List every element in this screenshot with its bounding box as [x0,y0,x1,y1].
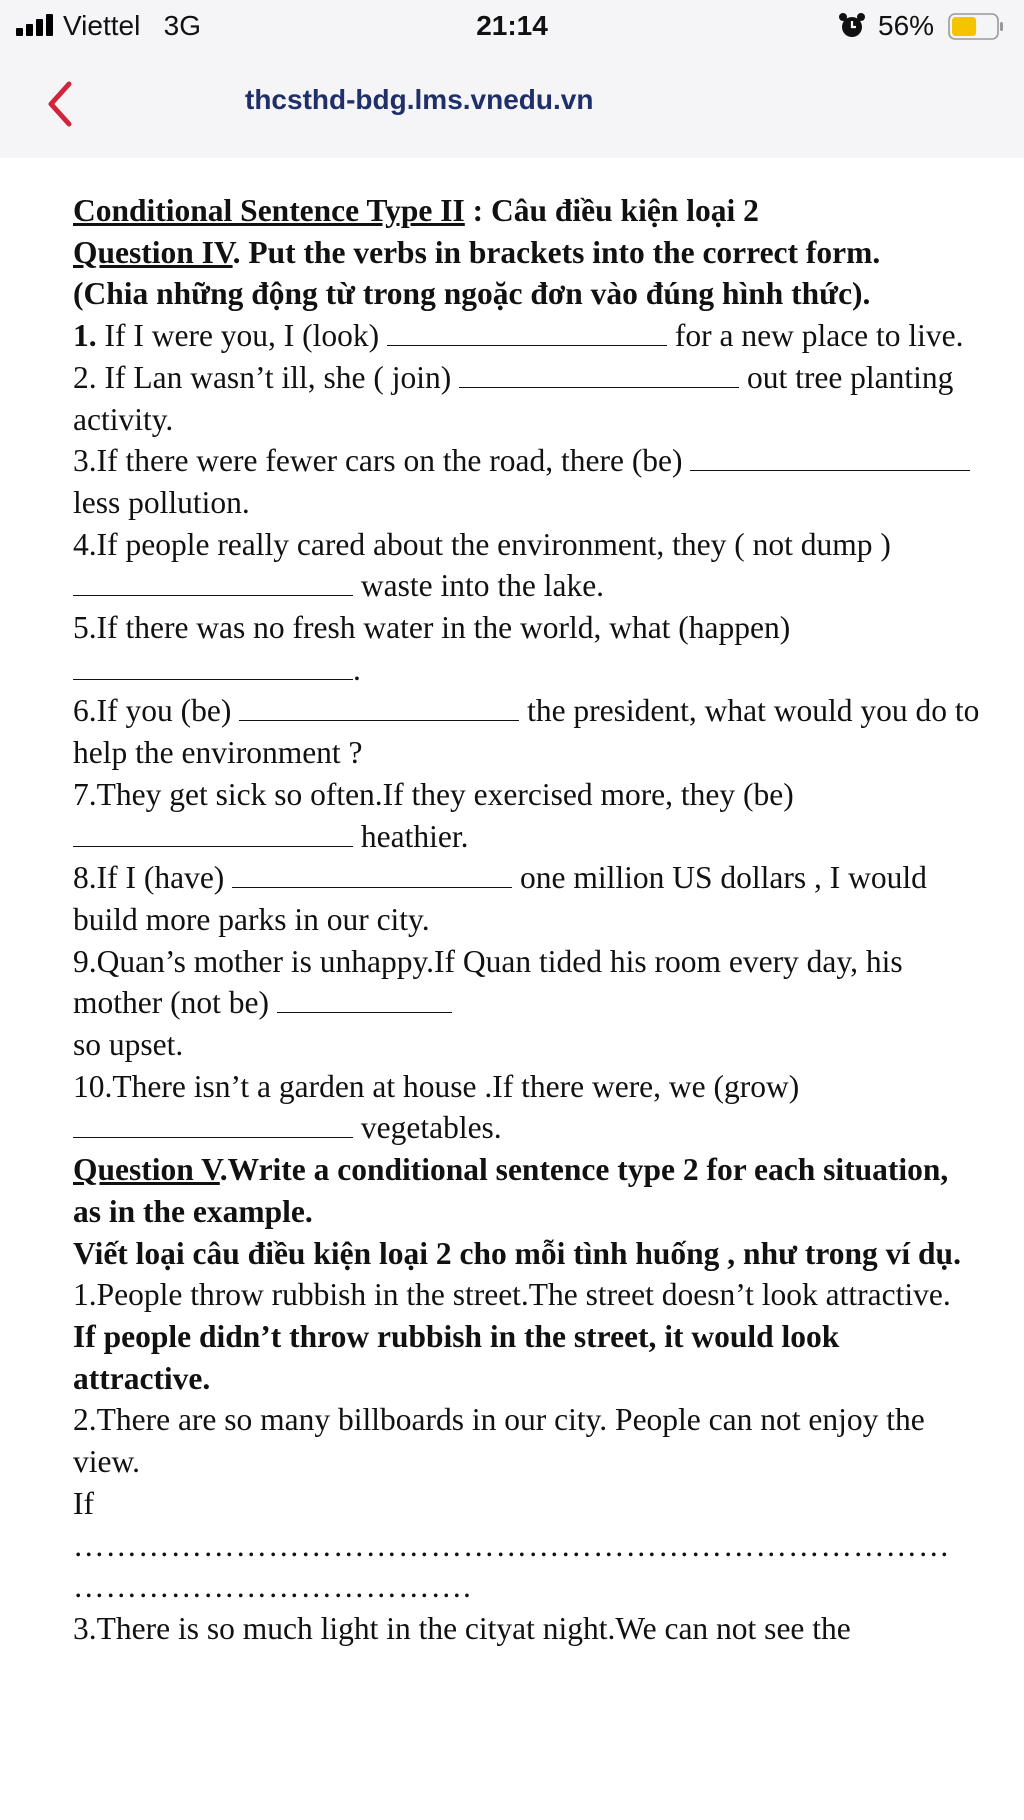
doc-title [73,190,983,232]
doc-title-underlined: Conditional Sentence Type II [73,193,465,228]
carrier-name: Viettel [63,10,141,41]
q4-item-5-text-a: 5.If there was no fresh water in the world, what (happen) [73,610,791,646]
answer-blank[interactable] [459,361,739,388]
q4-item-3-text-b: less pollution. [73,484,250,520]
q4-item-10 [73,1066,983,1149]
q4-item-6-text-b: the president, what would you do to help the environment ? [73,693,980,771]
q4-instruction: . Put the verbs in brackets into the correct form. [232,234,881,270]
battery-icon [948,13,1004,40]
battery-fill [952,17,976,36]
q4-item-8-text-b: one million US dollars , I would build more parks in our city. [73,860,927,937]
q4-item-3 [73,440,983,523]
doc-title-rest: : Câu điều kiện loại 2 [464,193,759,228]
q4-item-5 [73,607,983,690]
answer-blank[interactable] [387,319,667,346]
alarm-icon [838,12,866,40]
answer-blank[interactable] [73,820,353,847]
q5-instruction: .Write a conditional sentence type 2 for each situation, as in the example. [73,1152,949,1229]
answer-blank[interactable] [277,986,452,1013]
q4-item-9 [73,941,983,1024]
q4-item-2-text-a: 2. If Lan wasn’t ill, she ( join) [73,359,460,395]
q4-label: Question IV [73,234,233,270]
answer-blank[interactable] [73,569,353,596]
q5-label: Question V [73,1152,220,1188]
back-chevron-icon[interactable] [42,78,76,130]
q4-item-6-text-a: 6.If you (be) [73,693,240,729]
q4-item-7-text-a: 7.They get sick so often.If they exercised more, they (be) [73,776,794,812]
status-bar [0,0,1024,54]
q4-instruction-vi: (Chia những động từ trong ngoặc đơn vào đúng hình thức). [73,276,871,312]
clock-time: 21:14 [476,10,548,41]
q4-item-9-cont: so upset. [73,1027,184,1063]
answer-blank[interactable] [239,694,519,721]
q4-heading [73,232,983,274]
q4-item-2-text-b: out tree planting activity. [73,359,954,437]
answer-blank[interactable] [232,861,512,888]
answer-blank[interactable] [690,444,970,471]
answer-blank[interactable] [73,653,353,680]
q5-item-2-if: If [73,1485,94,1521]
answer-dotted-line[interactable]: ……………………………………………………………………… [73,1527,951,1563]
q5-heading [73,1149,983,1232]
answer-blank[interactable] [73,1111,353,1138]
q4-item-5-text-b: . [353,651,361,687]
battery-percent: 56% [878,10,935,41]
q4-item-8 [73,857,983,940]
q4-item-4 [73,524,983,607]
document-content [73,190,983,1650]
q4-item-7 [73,774,983,857]
q4-item-6 [73,690,983,773]
q4-item-1-text-a: If I were you, I (look) [96,318,388,354]
q4-item-2 [73,357,983,440]
q5-item-3: 3.There is so much light in the cityat night.We can not see the [73,1610,851,1646]
network-type: 3G [163,10,202,41]
q4-item-1 [73,315,983,357]
page-url[interactable]: thcsthd-bdg.lms.vnedu.vn [245,84,594,115]
q5-item-1: 1.People throw rubbish in the street.The street doesn’t look attractive. [73,1277,951,1313]
q4-item-1-num: 1. [73,318,97,354]
browser-nav-bar [0,54,1024,158]
q4-item-4-text-a: 4.If people really cared about the environment, they ( not dump ) [73,526,891,562]
q5-item-1-answer: If people didn’t throw rubbish in the street, it would look attractive. [73,1318,840,1396]
q4-item-3-text-a: 3.If there were fewer cars on the road, there (be) [73,443,691,479]
q4-item-10-text-a: 10.There isn’t a garden at house .If there were, we (grow) [73,1068,800,1104]
q4-item-9-text-a: 9.Quan’s mother is unhappy.If Quan tided his room every day, his mother (not be) [73,943,903,1021]
answer-dotted-line[interactable]: ………………………………. [73,1569,472,1605]
q4-item-7-text-b: heathier. [353,818,469,854]
q4-item-10-text-b: vegetables. [353,1110,502,1146]
q5-instruction-vi: Viết loại câu điều kiện loại 2 cho mỗi tình huống , như trong ví dụ. [73,1235,961,1271]
q4-item-1-text-b: for a new place to live. [667,318,964,354]
q5-item-2: 2.There are so many billboards in our city. People can not enjoy the view. [73,1402,925,1480]
q4-item-8-text-a: 8.If I (have) [73,860,233,896]
q4-item-4-text-b: waste into the lake. [353,568,605,604]
document-view[interactable] [0,158,1024,1820]
